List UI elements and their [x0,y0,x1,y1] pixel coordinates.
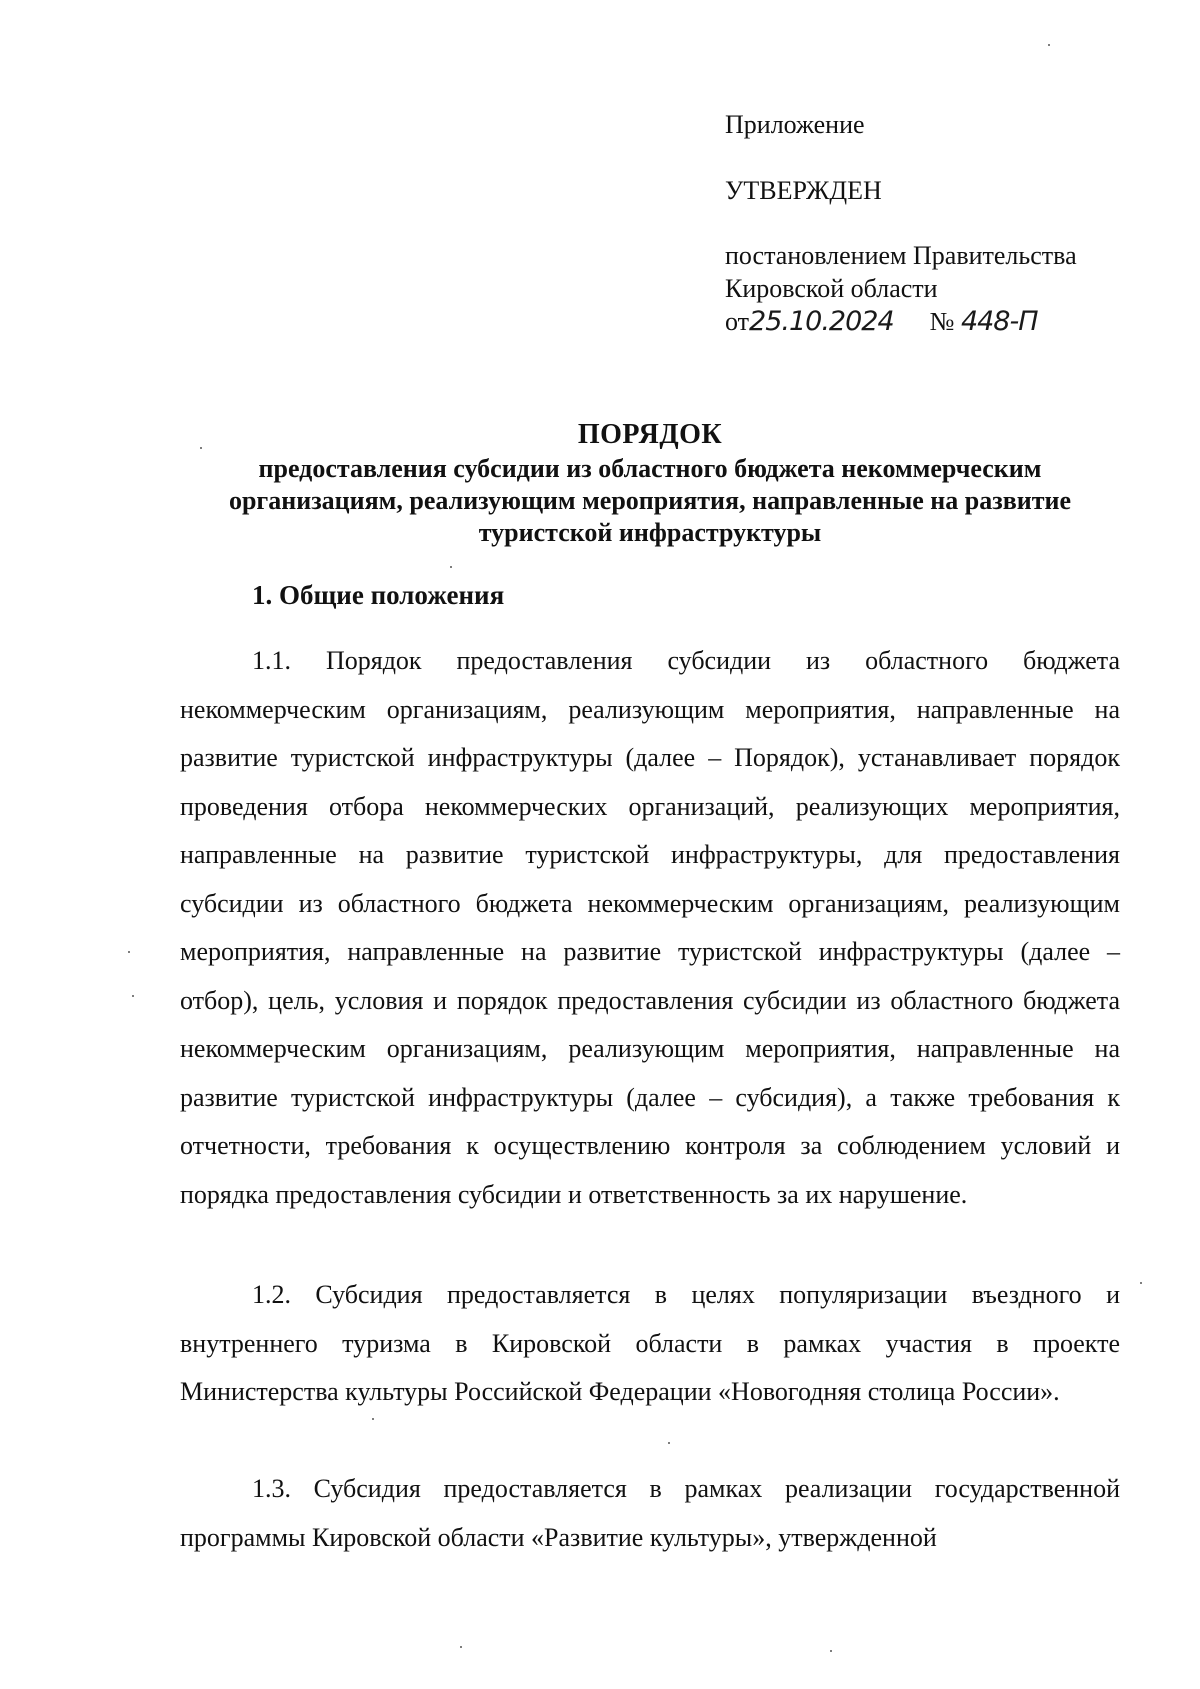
scan-speck [450,566,452,568]
scan-speck [1140,1282,1142,1284]
paragraph-1-2 [180,1271,1120,1417]
paragraph-1-2-text: 1.2. Субсидия предоставляется в целях популяризации въездного и внутреннего туризма в Кировской области в рамках участия в проекте Министерства культуры Российской Федерации «Новогодняя столица России». [180,1280,1120,1406]
document-title [170,417,1130,549]
handwritten-number: 448-П [960,306,1038,337]
approval-text: УТВЕРЖДЕН [725,176,882,205]
scan-speck [372,1418,374,1420]
decree-reference [725,239,1155,338]
scan-speck [830,1650,832,1652]
title-subtitle: предоставления субсидии из областного бюджета некоммерческим организациям, реализующим мероприятия, направленные на развитие туристской инфраструктуры [228,454,1072,547]
appendix-label [725,108,1155,141]
scan-speck [200,447,202,449]
date-prefix: от [725,307,750,336]
approval-stamp [725,174,1155,207]
scan-speck [128,951,130,953]
decree-line-1: постановлением Правительства [725,241,1077,270]
title-main: ПОРЯДОК [577,419,723,450]
scan-speck [132,995,134,997]
paragraph-1-1-text: 1.1. Порядок предоставления субсидии из областного бюджета некоммерческим организациям, реализующим мероприятия, направленные на развитие туристской инфраструктуры (далее – Порядок), устанавливает порядок проведения отбора некоммерческих организаций, реализующих мероприятия, направленные на развитие туристской инфраструктуры, для предоставления субсидии из областного бюджета некоммерческим организациям, реализующим мероприятия, направленные на развитие туристской инфраструктуры (далее – отбор), цель, условия и порядок предоставления субсидии из областного бюджета некоммерческим организациям, реализующим мероприятия, направленные на развитие туристской инфраструктуры (далее – субсидия), а также требования к отчетности, требования к осуществлению контроля за соблюдением условий и порядка предоставления субсидии и ответственность за их нарушение. [180,646,1120,1209]
paragraph-1-3 [180,1465,1120,1562]
appendix-label-text: Приложение [725,110,865,139]
section-heading: 1. Общие положения [252,580,505,610]
scan-speck [1048,44,1050,46]
scan-speck [460,1646,462,1648]
paragraph-1-3-text: 1.3. Субсидия предоставляется в рамках реализации государственной программы Кировской области «Развитие культуры», утвержденной [180,1474,1120,1552]
number-sign: № [929,307,955,336]
handwritten-date: 25.10.2024 [749,306,894,337]
paragraph-1-1 [180,637,1120,1219]
decree-date-number-line [725,305,1155,338]
scan-speck [668,1442,670,1444]
decree-line-2: Кировской области [725,274,938,303]
